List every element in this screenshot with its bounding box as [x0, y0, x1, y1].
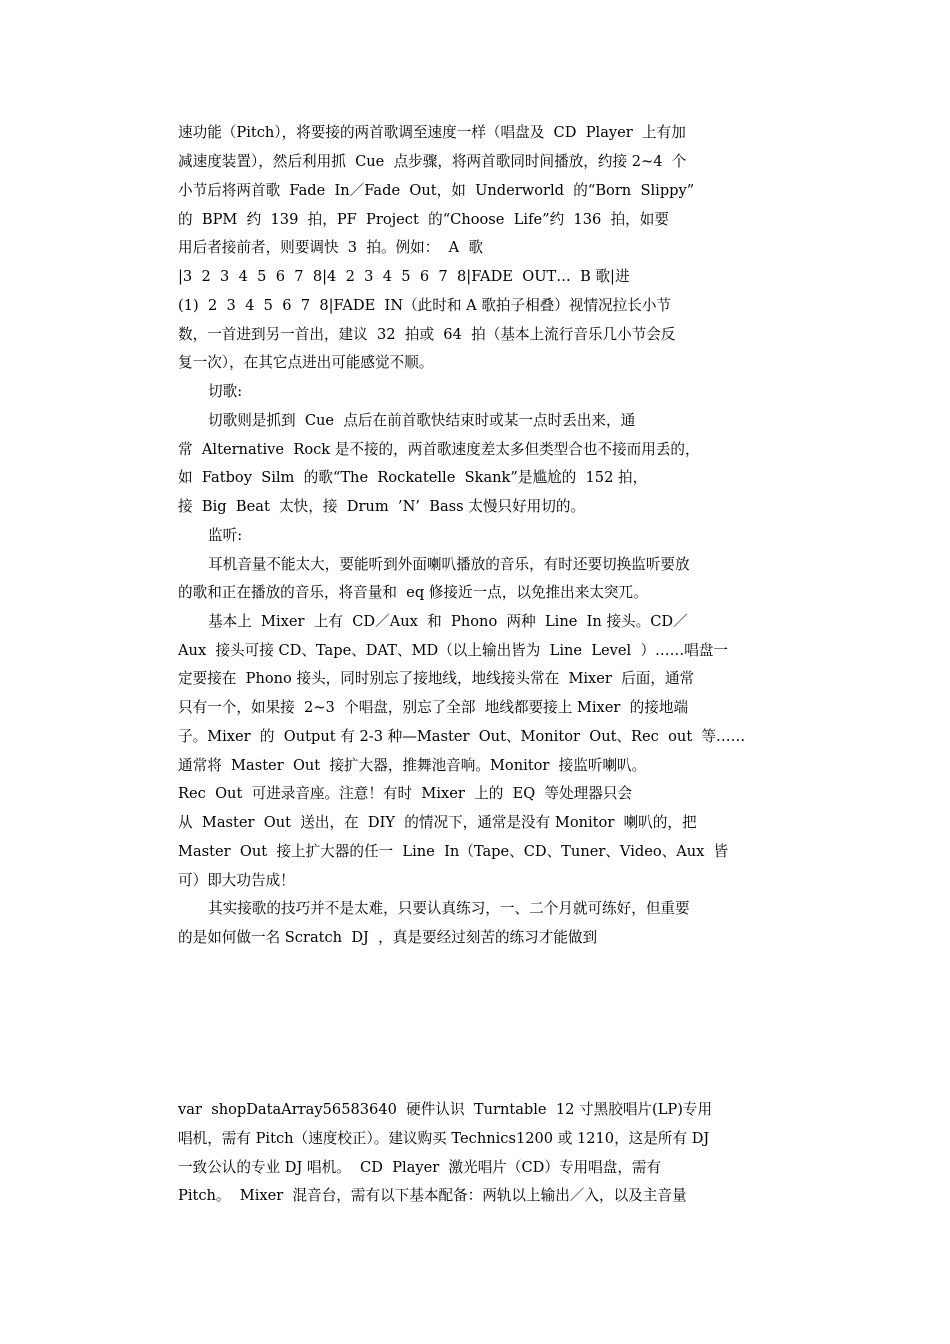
text-line: 数，一首进到另一首出，建议 32 拍或 64 拍（基本上流行音乐几小节会反 — [178, 326, 676, 343]
text-line: 基本上 Mixer 上有 CD／Aux 和 Phono 两种 Line In 接头。CD／ — [208, 613, 688, 630]
text-line: 从 Master Out 送出，在 DIY 的情况下，通常是没有 Monitor 喇叭的，把 — [178, 814, 697, 831]
text-line: 复一次），在其它点进出可能感觉不顺。 — [178, 354, 434, 371]
text-line: Pitch。 Mixer 混音台，需有以下基本配备：两轨以上输出／入，以及主音量 — [178, 1187, 687, 1204]
text-line: 唱机，需有 Pitch（速度校正）。建议购买 Technics1200 或 1210，这是所有 DJ — [178, 1130, 710, 1147]
text-line: 的 BPM 约 139 拍，PF Project 的“Choose Life”约 136 拍，如要 — [178, 211, 669, 228]
text-line: |3 2 3 4 5 6 7 8|4 2 3 4 5 6 7 8|FADE OUT… B 歌|进 — [178, 268, 630, 285]
text-line: 切歌则是抓到 Cue 点后在前首歌快结束时或某一点时丢出来，通 — [208, 412, 636, 429]
text-line: Aux 接头可接 CD、Tape、DAT、MD（以上输出皆为 Line Level ）……唱盘一 — [178, 642, 729, 659]
text-line: 的歌和正在播放的音乐，将音量和 eq 修接近一点，以免推出来太突兀。 — [178, 584, 648, 601]
text-line: 接 Big Beat 太快，接 Drum ’N’ Bass 太慢只好用切的。 — [178, 498, 586, 515]
text-line: 用后者接前者，则要调快 3 拍。例如： A 歌 — [178, 239, 484, 256]
text-line: (1) 2 3 4 5 6 7 8|FADE IN（此时和 A 歌拍子相叠）视情况拉长小节 — [178, 297, 672, 314]
text-line: var shopDataArray56583640 硬件认识 Turntable 12 寸黑胶唱片(LP)专用 — [178, 1101, 713, 1118]
text-line: 其实接歌的技巧并不是太难，只要认真练习，一、二个月就可练好，但重要 — [208, 900, 690, 917]
text-line: 一致公认的专业 DJ 唱机。 CD Player 激光唱片（CD）专用唱盘，需有 — [178, 1159, 662, 1176]
text-line: Rec Out 可进录音座。注意！有时 Mixer 上的 EQ 等处理器只会 — [178, 785, 633, 802]
text-line: 只有一个，如果接 2~3 个唱盘，别忘了全部 地线都要接上 Mixer 的接地端 — [178, 699, 689, 716]
text-line: 减速度装置），然后利用抓 Cue 点步骤，将两首歌同时间播放，约接 2~4 个 — [178, 153, 687, 170]
text-line: 速功能（Pitch），将要接的两首歌调至速度一样（唱盘及 CD Player 上有加 — [178, 124, 686, 141]
text-line: 常 Alternative Rock 是不接的，两首歌速度差太多但类型合也不接而用丢的， — [178, 441, 700, 458]
text-line: 定要接在 Phono 接头，同时别忘了接地线，地线接头常在 Mixer 后面，通常 — [178, 670, 695, 687]
text-line: 如 Fatboy Silm 的歌“The Rockatelle Skank”是尴尬的 152 拍， — [178, 469, 648, 486]
text-line: 的是如何做一名 Scratch DJ ，真是要经过刻苦的练习才能做到 — [178, 929, 598, 946]
text-line: 可）即大功告成！ — [178, 872, 295, 889]
text-line: 子。Mixer 的 Output 有 2-3 种—Master Out、Monitor Out、Rec out 等…… — [178, 728, 746, 745]
section-heading: 切歌: — [208, 383, 243, 400]
section-heading: 监听: — [208, 527, 243, 544]
text-line: Master Out 接上扩大器的任一 Line In（Tape、CD、Tuner、Video、Aux 皆 — [178, 843, 729, 860]
text-line: 小节后将两首歌 Fade In／Fade Out，如 Underworld 的“Born Slippy” — [178, 182, 695, 199]
text-line: 耳机音量不能太大，要能听到外面喇叭播放的音乐，有时还要切换监听要放 — [208, 556, 690, 573]
text-line: 通常将 Master Out 接扩大器，推舞池音响。Monitor 接监听喇叭。 — [178, 757, 647, 774]
